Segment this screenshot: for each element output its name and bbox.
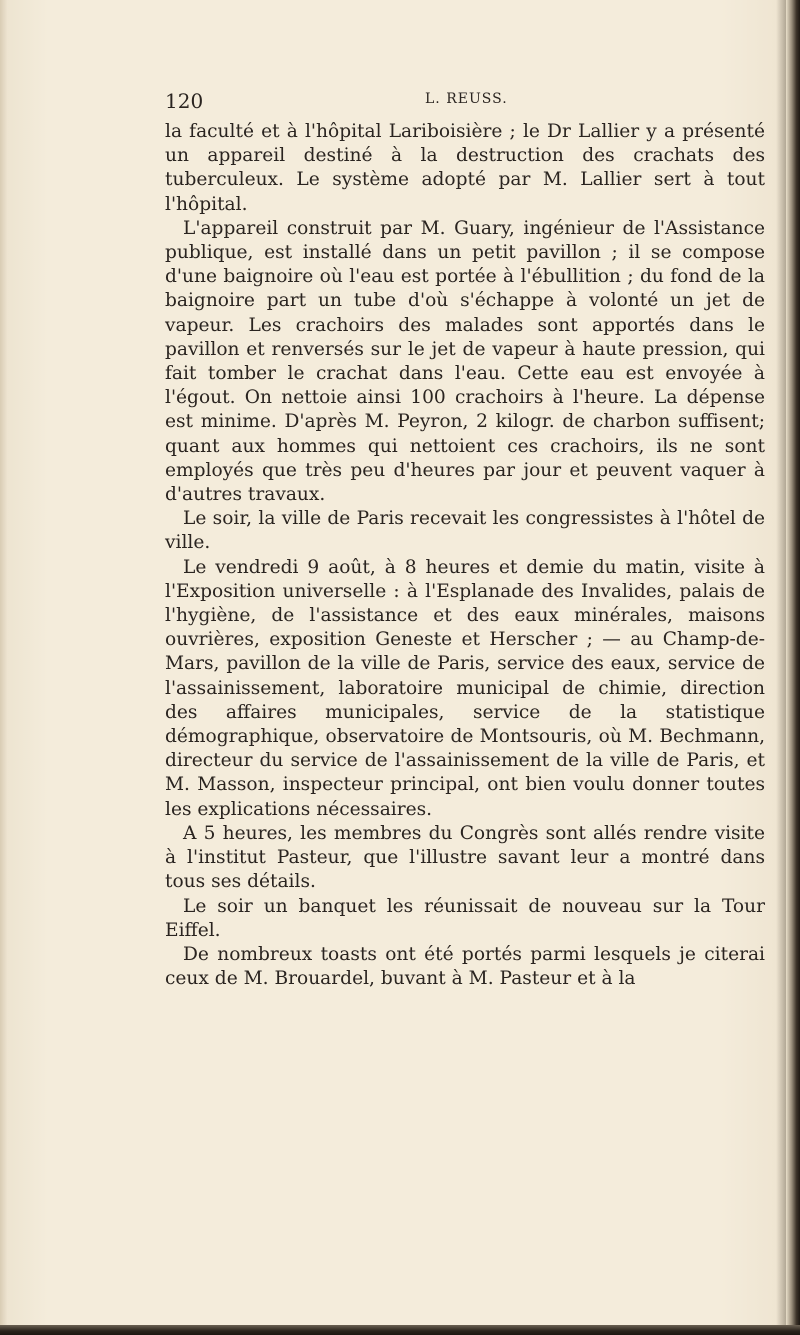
paragraph-5: A 5 heures, les membres du Congrès sont allés rendre visite à l'institut Pasteur, que l'illustre savant leur a montré dans tous ses détails. <box>165 822 765 893</box>
page-header <box>165 89 765 119</box>
page-left-edge <box>0 0 8 1335</box>
page-number: 120 <box>165 89 204 113</box>
page-right-edge <box>786 0 800 1335</box>
body-text <box>165 120 765 991</box>
running-head: L. REUSS. <box>425 91 508 107</box>
page-binding-shadow <box>776 0 786 1335</box>
paragraph-2: L'appareil construit par M. Guary, ingénieur de l'Assistance publique, est installé dans un petit pavillon ; il se compose d'une baignoire où l'eau est portée à l'ébullition ; du fond de la baignoire part un tube d'où s'échappe à volonté un jet de vapeur. Les crachoirs des malades sont apportés dans le pavillon et renversés sur le jet de vapeur à haute pression, qui fait tomber le crachat dans l'eau. Cette eau est envoyée à l'égout. On nettoie ainsi 100 crachoirs à l'heure. La dépense est minime. D'après M. Peyron, 2 kilogr. de charbon suffisent; quant aux hommes qui nettoient ces crachoirs, ils ne sont employés que très peu d'heures par jour et peuvent vaquer à d'autres travaux. <box>165 217 765 506</box>
paragraph-1: la faculté et à l'hôpital Lariboisière ; le Dr Lallier y a présenté un appareil destiné à la destruction des crachats des tuberculeux. Le système adopté par M. Lallier sert à tout l'hôpital. <box>165 121 765 215</box>
paragraph-7: De nombreux toasts ont été portés parmi lesquels je citerai ceux de M. Brouardel, buvant à M. Pasteur et à la <box>165 943 765 990</box>
paragraph-6: Le soir un banquet les réunissait de nouveau sur la Tour Eiffel. <box>165 895 765 941</box>
paragraph-3: Le soir, la ville de Paris recevait les congressistes à l'hôtel de ville. <box>165 508 765 554</box>
paragraph-4: Le vendredi 9 août, à 8 heures et demie du matin, visite à l'Exposition universelle : à l'Esplanade des Invalides, palais de l'hygiène, de l'assistance et des eaux minérales, maisons ouvrières, exposition Geneste et Herscher ; — au Champ-de-Mars, pavillon de la ville de Paris, service des eaux, service de l'assainissement, laboratoire municipal de chimie, direction des affaires municipales, service de la statistique démographique, observatoire de Montsouris, où M. Bechmann, directeur du service de l'assainissement de la ville de Paris, et M. Masson, inspecteur principal, ont bien voulu donner toutes les explications nécessaires. <box>165 556 765 820</box>
page-bottom-edge <box>0 1325 800 1335</box>
